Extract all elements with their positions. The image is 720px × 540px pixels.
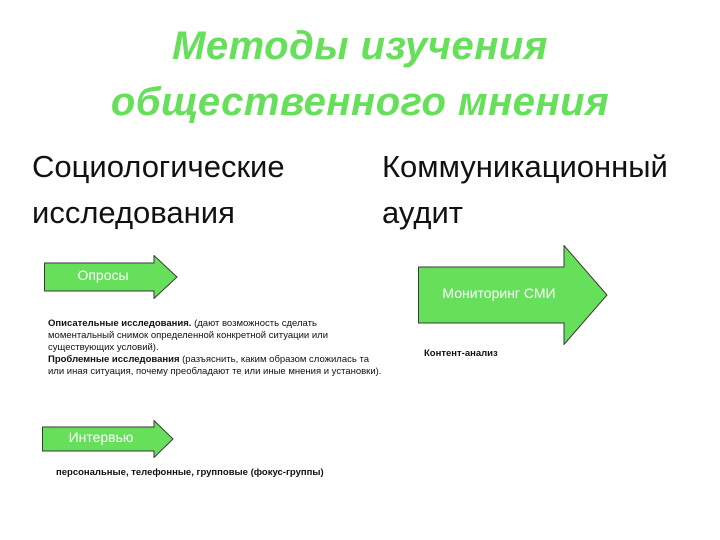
problem-research-text: (разъяснить, каким образом сложилась та или иная ситуация, почему преобладают те или иные мнения и установки).: [48, 354, 382, 377]
content-analysis-text: Контент-анализ: [424, 348, 498, 359]
interview-types-text: персональные, телефонные, групповые (фокус-группы): [56, 467, 324, 478]
arrow-media-monitoring: [418, 245, 608, 345]
descriptive-research-text: (дают возможность сделать моментальный снимок определенной конкретной ситуации или существующих условий).: [48, 318, 328, 353]
heading-left-line-2: исследования: [32, 195, 235, 230]
arrow-interview: [42, 420, 174, 458]
heading-communication-audit: [382, 144, 702, 236]
heading-left-line-1: Социологические: [32, 149, 285, 184]
title-line-2: общественного мнения: [110, 80, 610, 124]
heading-right-line-2: аудит: [382, 195, 463, 230]
heading-right-line-1: Коммуникационный: [382, 149, 668, 184]
arrow-media-monitoring-label: Мониторинг СМИ: [442, 285, 556, 301]
descriptive-research-term: Описательные исследования.: [48, 318, 192, 329]
research-description: [48, 318, 383, 378]
slide-title: [0, 18, 720, 130]
title-line-1: Методы изучения: [172, 24, 548, 68]
problem-research-term: Проблемные исследования: [48, 354, 180, 365]
arrow-interview-label: Интервью: [68, 429, 134, 445]
arrow-surveys: [44, 255, 178, 299]
heading-sociological-research: [32, 144, 332, 236]
arrow-surveys-label: Опросы: [77, 267, 129, 283]
